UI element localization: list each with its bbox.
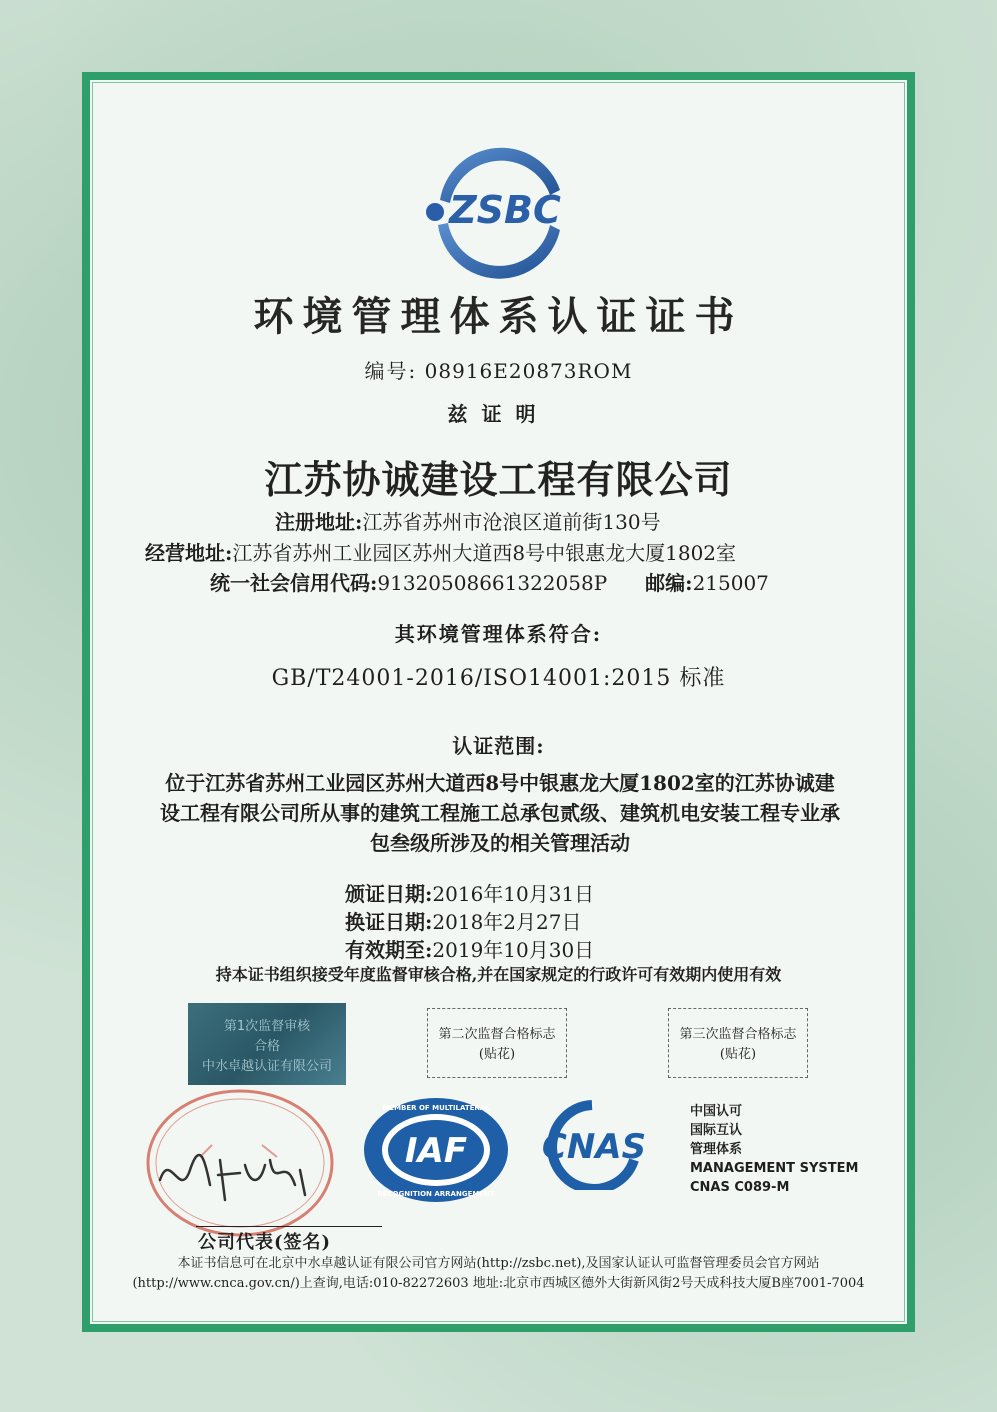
attest-text: 兹证明 <box>447 402 550 426</box>
certificate-number-label: 编号: <box>364 359 418 383</box>
standard-text: GB/T24001-2016/ISO14001:2015 标准 <box>271 666 726 691</box>
valid-date-value: 2019年10月30日 <box>432 938 595 962</box>
registered-address-label: 注册地址: <box>275 510 363 534</box>
audit1-line2: 合格 <box>253 1039 280 1054</box>
scope-line: 位于江苏省苏州工业园区苏州大道西8号中银惠龙大厦1802室的江苏协诚建 <box>165 771 835 795</box>
scope-label: 认证范围: <box>452 734 545 758</box>
renew-date-row <box>345 908 594 936</box>
iaf-mark: IAF <box>404 1131 468 1171</box>
accred-line: 管理体系 <box>690 1142 743 1157</box>
operating-address <box>145 538 736 568</box>
zsbc-logo-icon <box>410 145 590 280</box>
accred-line: 国际互认 <box>690 1123 743 1138</box>
scope-text <box>160 768 840 858</box>
audit2-line2: (贴花) <box>478 1047 516 1062</box>
certificate-title: 环境管理体系认证证书 <box>253 294 744 340</box>
valid-date-row <box>345 936 594 964</box>
conform-label: 其环境管理体系符合: <box>394 622 603 646</box>
signature-icon <box>150 1140 315 1210</box>
accred-line: 中国认可 <box>690 1104 743 1119</box>
issue-date-value: 2016年10月31日 <box>432 882 595 906</box>
iaf-ring-top: MEMBER OF MULTILATERAL <box>382 1104 490 1112</box>
scope-line: 包叁级所涉及的相关管理活动 <box>370 831 630 855</box>
signature-line <box>196 1226 382 1227</box>
dates-block <box>345 880 594 964</box>
company-representative-label: 公司代表(签名) <box>198 1232 332 1253</box>
scope-line: 设工程有限公司所从事的建筑工程施工总承包贰级、建筑机电安装工程专业承 <box>160 801 840 825</box>
third-audit-box <box>668 1008 808 1078</box>
valid-date-label: 有效期至: <box>345 938 433 962</box>
renew-date-value: 2018年2月27日 <box>432 910 582 934</box>
accred-en-line: CNAS C089-M <box>690 1180 790 1195</box>
postcode-value: 215007 <box>692 571 769 595</box>
operating-address-label: 经营地址: <box>145 541 233 565</box>
first-audit-sticker <box>188 1003 346 1085</box>
certificate-number-value: 08916E20873ROM <box>424 359 633 383</box>
credit-code-value: 91320508661322058P <box>377 571 608 595</box>
audit3-line1: 第三次监督合格标志 <box>679 1027 797 1042</box>
operating-address-value: 江苏省苏州工业园区苏州大道西8号中银惠龙大厦1802室 <box>232 541 737 565</box>
audit2-line1: 第二次监督合格标志 <box>438 1027 556 1042</box>
company-name: 江苏协诚建设工程有限公司 <box>264 458 733 502</box>
iaf-logo-icon <box>362 1096 510 1204</box>
validity-note: 持本证书组织接受年度监督审核合格,并在国家规定的行政许可有效期内使用有效 <box>215 965 782 984</box>
footer-line: 本证书信息可在北京中水卓越认证有限公司官方网站(http://zsbc.net),及国家认证认可监督管理委员会官方网站 <box>177 1256 820 1271</box>
registered-address <box>275 507 661 537</box>
certificate-number <box>0 355 997 384</box>
cnas-logo-icon <box>522 1100 662 1190</box>
audit1-line3: 中水卓越认证有限公司 <box>201 1059 332 1074</box>
accred-en-line: MANAGEMENT SYSTEM <box>690 1161 859 1176</box>
registered-address-value: 江苏省苏州市沧浪区道前街130号 <box>362 510 661 534</box>
iaf-ring-bottom: RECOGNITION ARRANGEMENT <box>377 1190 495 1198</box>
footer-line: (http://www.cnca.gov.cn/)上查询,电话:010-82272603 地址:北京市西城区德外大街新风街2号天成科技大厦B座7001-7004 <box>132 1276 865 1291</box>
credit-code-row <box>210 568 769 598</box>
logo-text: ZSBC <box>449 188 561 232</box>
cnas-mark: CNAS <box>541 1127 647 1167</box>
renew-date-label: 换证日期: <box>345 910 433 934</box>
second-audit-box <box>427 1008 567 1078</box>
audit3-line2: (贴花) <box>719 1047 757 1062</box>
credit-code-label: 统一社会信用代码: <box>210 571 378 595</box>
audit1-line1: 第1次监督审核 <box>223 1019 311 1034</box>
accreditation-text <box>690 1102 858 1197</box>
issue-date-row <box>345 880 594 908</box>
issue-date-label: 颁证日期: <box>345 882 433 906</box>
postcode-label: 邮编: <box>645 571 693 595</box>
